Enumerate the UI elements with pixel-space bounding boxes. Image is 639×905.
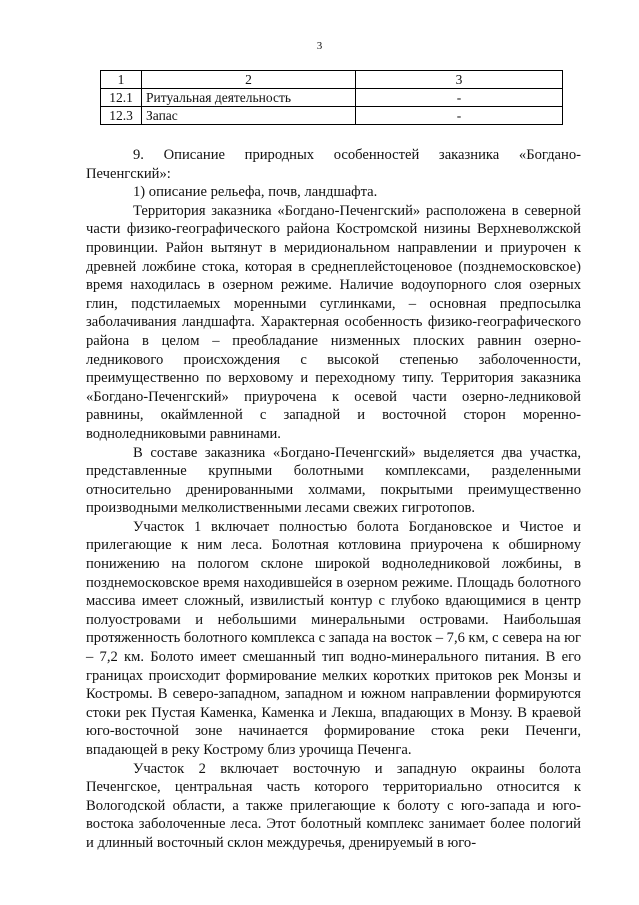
table-row bbox=[101, 107, 563, 125]
table-row bbox=[101, 89, 563, 107]
table-cell-number: 12.3 bbox=[101, 107, 142, 125]
table-header-cell: 1 bbox=[101, 71, 142, 89]
subheading: 1) описание рельефа, почв, ландшафта. bbox=[133, 184, 378, 201]
section-heading: 9. Описание природных особенностей заказника «Богдано-Печенгский»: bbox=[86, 147, 581, 182]
document-body bbox=[86, 146, 581, 853]
paragraph: В составе заказника «Богдано-Печенгский» выделяется два участка, представленные крупными болотными комплексами, разделенными относительно дренированными холмами, покрытыми преимущественно производными мелколиственными лесами свежих гигротопов. bbox=[86, 444, 581, 517]
zoning-table bbox=[100, 70, 563, 125]
paragraph: Участок 1 включает полностью болота Богдановское и Чистое и прилегающие к ним леса. Болотная котловина приурочена к обширному понижению на пологом склоне широкой водноледниковой ложбины, в позднемосковское время находившейся в озерном режиме. Площадь болотного массива имеет сложный, извилистый контур с глубоко вдающимися в центр полуостровами и небольшими минеральными островами. Наибольшая протяженность болотного комплекса с запада на восток – 7,6 км, с севера на юг – 7,2 км. Болото имеет смешанный тип водно-минерального питания. В его границах происходит формирование мелких коротких притоков рек Монзы и Костромы. В северо-западном, западном и южном направлении формируются стоки рек Пустая Каменка, Каменка и Лекша, впадающих в Монзу. В краевой юго-восточной зоне начинается формирование стока реки Печенги, впадающей в реку Кострому близ урочища Печенга. bbox=[86, 518, 581, 758]
table-header-cell: 2 bbox=[142, 71, 356, 89]
table-cell-value: - bbox=[356, 89, 563, 107]
table-cell-value: - bbox=[356, 107, 563, 125]
paragraph: Территория заказника «Богдано-Печенгский» расположена в северной части физико-географического района Костромской низины Верхневолжской провинции. Район вытянут в меридиональном направлении и приурочен к древней ложбине стока, которая в среднеплейстоценовое (позднемосковское) время находилась в озерном режиме. Наличие водоупорного слоя озерных глин, подстилаемых моренными суглинками, – основная предпосылка заболачивания ландшафта. Характерная особенность физико-географического района в целом – преобладание низменных плоских равнин озерно-ледникового происхождения с высокой степенью заболоченности, преимущественно по верховому и переходному типу. Территория заказника «Богдано-Печенгский» приурочена к осевой части озерно-ледниковой равнины, окаймленной с западной и восточной сторон моренно-водноледниковыми равнинами. bbox=[86, 202, 581, 442]
page-number: 3 bbox=[316, 40, 323, 52]
table-cell-activity: Ритуальная деятельность bbox=[142, 89, 356, 107]
table-cell-activity: Запас bbox=[142, 107, 356, 125]
paragraph: Участок 2 включает восточную и западную окраины болота Печенгское, центральная часть которого территориально относится к Вологодской области, а также прилегающие к болоту с юго-запада и юго-востока заболоченные леса. Этот болотный комплекс занимает более пологий и длинный восточный склон междуречья, дренируемый в юго- bbox=[86, 760, 581, 851]
table-cell-number: 12.1 bbox=[101, 89, 142, 107]
table-header-row bbox=[101, 71, 563, 89]
table-header-cell: 3 bbox=[356, 71, 563, 89]
